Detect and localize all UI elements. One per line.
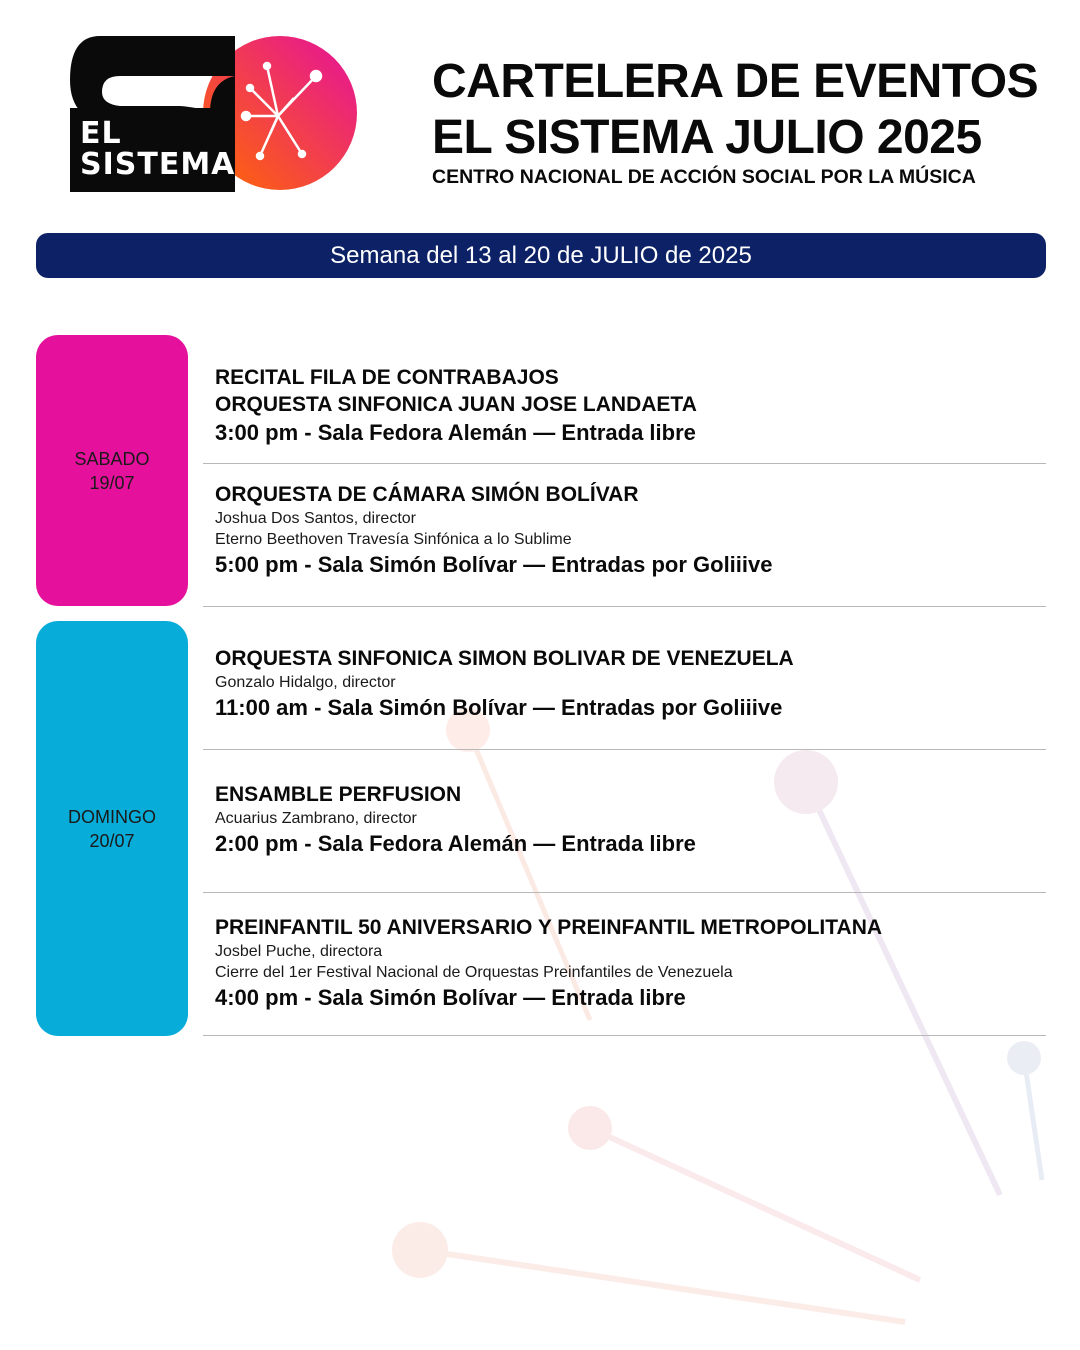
page-header [432,54,1038,190]
event-divider [203,749,1046,750]
day-badge-sunday [36,621,188,1036]
event-item [215,914,882,1013]
event-time-venue: 4:00 pm - Sala Simón Bolívar — Entrada libre [215,985,686,1010]
event-description: Eterno Beethoven Travesía Sinfónica a lo Sublime [215,531,572,548]
event-divider [203,892,1046,893]
event-divider [203,1035,1046,1036]
logo-word-sistema: SISTEMA [80,147,236,182]
event-title-line-2: ORQUESTA SINFONICA JUAN JOSE LANDAETA [215,393,697,416]
day-name: DOMINGO [68,806,156,827]
event-time-venue: 11:00 am - Sala Simón Bolívar — Entradas por Goliiive [215,695,783,720]
event-description: Cierre del 1er Festival Nacional de Orquestas Preinfantiles de Venezuela [215,964,733,981]
logo-wordmark [80,118,235,180]
page-subtitle: CENTRO NACIONAL DE ACCIÓN SOCIAL POR LA MÚSICA [432,166,976,188]
event-item [215,364,697,448]
day-name: SABADO [74,448,150,469]
week-banner: Semana del 13 al 20 de JULIO de 2025 [36,233,1046,278]
event-title: ORQUESTA SINFONICA SIMON BOLIVAR DE VENEZUELA [215,647,794,670]
event-title: ENSAMBLE PERFUSION [215,783,462,806]
day-date: 19/07 [89,472,135,493]
event-director: Acuarius Zambrano, director [215,810,417,827]
event-title: PREINFANTIL 50 ANIVERSARIO Y PREINFANTIL METROPOLITANA [215,916,883,939]
logo-word-el: EL [80,116,122,151]
event-director: Joshua Dos Santos, director [215,510,416,527]
event-item [215,481,773,580]
page-title-line-1: CARTELERA DE EVENTOS [432,55,1039,108]
event-item [215,781,696,859]
day-date: 20/07 [89,830,135,851]
event-title: RECITAL FILA DE CONTRABAJOS [215,366,559,389]
page-title-line-2: EL SISTEMA JULIO 2025 [432,111,982,164]
event-time-venue: 5:00 pm - Sala Simón Bolívar — Entradas por Goliiive [215,552,773,577]
event-divider [203,463,1046,464]
day-badge-saturday [36,335,188,606]
event-time-venue: 3:00 pm - Sala Fedora Alemán — Entrada libre [215,420,696,445]
event-director: Gonzalo Hidalgo, director [215,674,396,691]
event-item [215,645,794,723]
event-title: ORQUESTA DE CÁMARA SIMÓN BOLÍVAR [215,483,639,506]
event-director: Josbel Puche, directora [215,943,383,960]
event-time-venue: 2:00 pm - Sala Fedora Alemán — Entrada libre [215,831,696,856]
el-sistema-logo [70,36,360,192]
event-divider [203,606,1046,607]
